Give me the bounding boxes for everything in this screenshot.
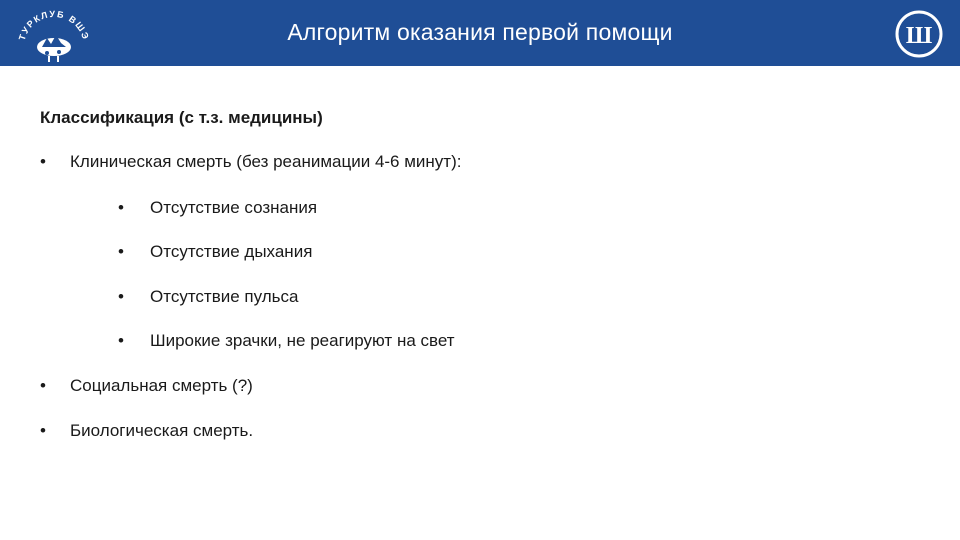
list-item-text: Отсутствие дыхания: [150, 242, 313, 261]
bullet-dot: •: [40, 376, 46, 395]
list-item-text: Отсутствие пульса: [150, 287, 299, 306]
list-item-text: Клиническая смерть (без реанимации 4-6 минут):: [70, 152, 462, 171]
bullet-dot: •: [118, 242, 124, 261]
bullet-dot: •: [40, 421, 46, 440]
list-item-text: Биологическая смерть.: [70, 421, 254, 440]
list-item-text: Социальная смерть (?): [70, 376, 253, 395]
list-item-text: Широкие зрачки, не реагируют на свет: [150, 331, 455, 350]
turklub-logo-text: ТУРКЛУБ ВШЭ: [16, 8, 92, 42]
bullet-dot: •: [118, 287, 124, 306]
page-title: Алгоритм оказания первой помощи: [287, 19, 673, 45]
bullet-dot: •: [40, 152, 46, 171]
hse-logo-letter: Ш: [905, 23, 933, 49]
bullet-dot: •: [118, 331, 124, 350]
list-item-text: Отсутствие сознания: [150, 198, 318, 217]
bullet-dot: •: [118, 198, 124, 217]
section-heading: Классификация (с т.з. медицины): [40, 108, 323, 127]
